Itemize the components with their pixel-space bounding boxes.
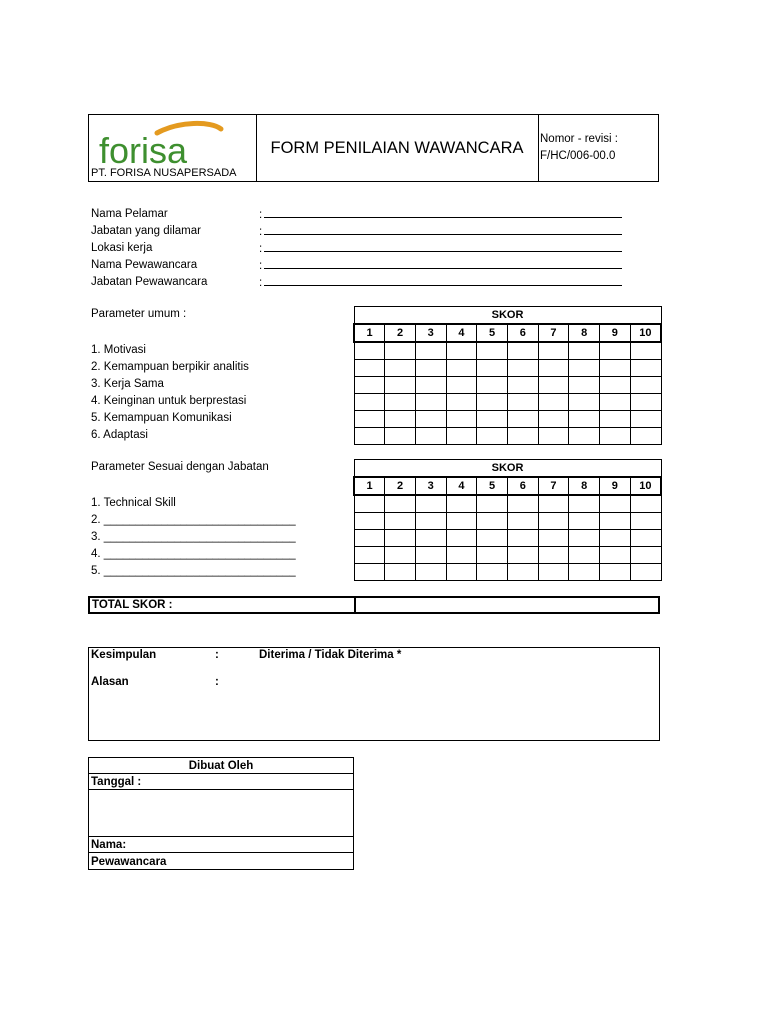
signature-title: Dibuat Oleh: [188, 760, 254, 772]
field-line-nama-pelamar[interactable]: :: [259, 206, 622, 223]
score-cell[interactable]: [385, 530, 416, 547]
score-column-number: 3: [415, 477, 446, 495]
score-cell[interactable]: [538, 547, 569, 564]
score-cell[interactable]: [538, 377, 569, 394]
score-column-number: 8: [569, 477, 600, 495]
field-label-lokasi-kerja: Lokasi kerja: [91, 242, 153, 254]
signature-area[interactable]: [89, 790, 353, 837]
score-cell[interactable]: [415, 513, 446, 530]
score-cell[interactable]: [569, 564, 600, 581]
score-cell[interactable]: [415, 530, 446, 547]
score-cell[interactable]: [600, 513, 631, 530]
score-cell[interactable]: [507, 394, 538, 411]
score-cell[interactable]: [569, 530, 600, 547]
score-cell[interactable]: [477, 530, 508, 547]
score-cell[interactable]: [415, 495, 446, 513]
score-cell[interactable]: [385, 564, 416, 581]
general-param-item: 1. Motivasi: [91, 344, 146, 356]
logo-cell: [89, 115, 257, 181]
conclusion-value[interactable]: Diterima / Tidak Diterima *: [259, 649, 402, 661]
score-cell[interactable]: [354, 360, 385, 377]
score-cell[interactable]: [600, 360, 631, 377]
job-param-item: 1. Technical Skill: [91, 497, 176, 509]
score-cell[interactable]: [446, 411, 477, 428]
score-cell[interactable]: [446, 495, 477, 513]
score-cell[interactable]: [507, 530, 538, 547]
score-cell[interactable]: [477, 564, 508, 581]
score-cell[interactable]: [538, 394, 569, 411]
forisa-logo: [99, 119, 239, 169]
score-cell[interactable]: [446, 342, 477, 360]
score-column-number: 2: [385, 477, 416, 495]
score-cell[interactable]: [415, 342, 446, 360]
score-cell[interactable]: [600, 411, 631, 428]
score-cell[interactable]: [630, 394, 661, 411]
score-column-number: 9: [600, 477, 631, 495]
conclusion-label: Kesimpulan: [91, 649, 157, 661]
score-cell[interactable]: [446, 360, 477, 377]
score-cell[interactable]: [538, 342, 569, 360]
score-cell[interactable]: [569, 411, 600, 428]
score-cell[interactable]: [446, 428, 477, 445]
score-cell[interactable]: [415, 411, 446, 428]
score-cell[interactable]: [415, 547, 446, 564]
score-cell[interactable]: [415, 564, 446, 581]
field-label-jabatan-dilamar: Jabatan yang dilamar: [91, 225, 201, 237]
score-column-number: 10: [630, 477, 661, 495]
score-cell[interactable]: [477, 342, 508, 360]
company-name: PT. FORISA NUSAPERSADA: [91, 167, 237, 179]
general-params-heading: Parameter umum :: [91, 308, 187, 320]
score-cell[interactable]: [415, 428, 446, 445]
score-cell[interactable]: [630, 547, 661, 564]
score-cell[interactable]: [446, 513, 477, 530]
score-cell[interactable]: [507, 342, 538, 360]
total-score-label: TOTAL SKOR :: [92, 599, 173, 611]
logo-text: forisa: [99, 130, 188, 169]
score-cell[interactable]: [600, 547, 631, 564]
score-cell[interactable]: [630, 377, 661, 394]
score-cell[interactable]: [600, 342, 631, 360]
general-param-item: 3. Kerja Sama: [91, 378, 164, 390]
score-cell[interactable]: [385, 513, 416, 530]
job-score-grid: [353, 459, 662, 581]
score-header: SKOR: [354, 460, 661, 478]
score-cell[interactable]: [630, 411, 661, 428]
score-cell[interactable]: [354, 342, 385, 360]
field-label-jabatan-pewawancara: Jabatan Pewawancara: [91, 276, 208, 288]
reason-sep: :: [215, 676, 219, 688]
score-cell[interactable]: [354, 564, 385, 581]
score-cell[interactable]: [600, 564, 631, 581]
field-line-jabatan-dilamar[interactable]: :: [259, 223, 622, 240]
score-cell[interactable]: [354, 495, 385, 513]
score-column-number: 7: [538, 324, 569, 342]
score-cell[interactable]: [538, 564, 569, 581]
score-cell[interactable]: [507, 428, 538, 445]
score-cell[interactable]: [477, 411, 508, 428]
total-score-row: [88, 596, 660, 614]
score-cell[interactable]: [477, 360, 508, 377]
score-cell[interactable]: [385, 377, 416, 394]
score-cell[interactable]: [477, 428, 508, 445]
score-cell[interactable]: [630, 342, 661, 360]
score-cell[interactable]: [569, 513, 600, 530]
score-cell[interactable]: [538, 360, 569, 377]
score-cell[interactable]: [354, 411, 385, 428]
score-cell[interactable]: [630, 513, 661, 530]
score-cell[interactable]: [507, 411, 538, 428]
score-cell[interactable]: [630, 495, 661, 513]
revision-label: Nomor - revisi :: [540, 133, 618, 145]
signature-date-label: Tanggal :: [91, 776, 142, 788]
field-line-jabatan-pewawancara[interactable]: :: [259, 274, 622, 291]
field-line-nama-pewawancara[interactable]: :: [259, 257, 622, 274]
score-cell[interactable]: [630, 428, 661, 445]
score-cell[interactable]: [446, 564, 477, 581]
score-cell[interactable]: [415, 377, 446, 394]
score-cell[interactable]: [354, 513, 385, 530]
revision-cell: [538, 115, 658, 181]
score-column-number: 10: [630, 324, 661, 342]
score-column-number: 6: [507, 324, 538, 342]
revision-value: F/HC/006-00.0: [540, 150, 616, 162]
score-cell[interactable]: [538, 428, 569, 445]
score-cell[interactable]: [415, 394, 446, 411]
score-cell[interactable]: [538, 495, 569, 513]
score-cell[interactable]: [600, 530, 631, 547]
score-cell[interactable]: [354, 530, 385, 547]
score-cell[interactable]: [507, 495, 538, 513]
job-param-item[interactable]: 5. ______________________________: [91, 565, 296, 577]
score-cell[interactable]: [446, 394, 477, 411]
signature-name-label: Nama:: [91, 839, 127, 851]
score-cell[interactable]: [385, 394, 416, 411]
page-title: FORM PENILAIAN WAWANCARA: [256, 115, 539, 181]
score-cell[interactable]: [385, 342, 416, 360]
signature-name-row[interactable]: [89, 837, 353, 853]
score-cell[interactable]: [507, 360, 538, 377]
score-column-number: 1: [354, 324, 385, 342]
score-cell[interactable]: [600, 377, 631, 394]
score-column-number: 6: [507, 477, 538, 495]
reason-label: Alasan: [91, 676, 129, 688]
score-cell[interactable]: [507, 547, 538, 564]
score-cell[interactable]: [477, 394, 508, 411]
score-cell[interactable]: [446, 377, 477, 394]
score-cell[interactable]: [569, 428, 600, 445]
score-cell[interactable]: [354, 428, 385, 445]
score-cell[interactable]: [630, 564, 661, 581]
signature-title-row: [89, 758, 353, 774]
score-header: SKOR: [354, 307, 661, 325]
score-cell[interactable]: [385, 411, 416, 428]
general-score-grid: [353, 306, 662, 445]
score-cell[interactable]: [538, 530, 569, 547]
general-param-item: 4. Keinginan untuk berprestasi: [91, 395, 247, 407]
score-cell[interactable]: [385, 495, 416, 513]
score-column-number: 5: [477, 477, 508, 495]
score-cell[interactable]: [385, 360, 416, 377]
score-cell[interactable]: [600, 495, 631, 513]
score-cell[interactable]: [569, 360, 600, 377]
score-cell[interactable]: [446, 530, 477, 547]
conclusion-box: [88, 647, 660, 741]
score-cell[interactable]: [538, 411, 569, 428]
score-cell[interactable]: [569, 547, 600, 564]
job-param-item[interactable]: 3. ______________________________: [91, 531, 296, 543]
score-cell[interactable]: [600, 394, 631, 411]
score-cell[interactable]: [630, 530, 661, 547]
score-column-number: 7: [538, 477, 569, 495]
general-param-item: 6. Adaptasi: [91, 429, 148, 441]
general-param-item: 5. Kemampuan Komunikasi: [91, 412, 232, 424]
signature-date-row[interactable]: [89, 774, 353, 790]
score-cell[interactable]: [569, 495, 600, 513]
score-column-number: 4: [446, 477, 477, 495]
score-cell[interactable]: [354, 547, 385, 564]
score-column-number: 1: [354, 477, 385, 495]
score-cell[interactable]: [569, 342, 600, 360]
score-cell[interactable]: [569, 377, 600, 394]
score-cell[interactable]: [477, 547, 508, 564]
score-cell[interactable]: [446, 547, 477, 564]
score-cell[interactable]: [507, 513, 538, 530]
score-column-number: 2: [385, 324, 416, 342]
score-cell[interactable]: [385, 547, 416, 564]
field-label-nama-pewawancara: Nama Pewawancara: [91, 259, 198, 271]
score-cell[interactable]: [538, 513, 569, 530]
score-cell[interactable]: [415, 360, 446, 377]
signature-role-row: [89, 853, 353, 869]
form-header: [88, 114, 659, 182]
general-param-item: 2. Kemampuan berpikir analitis: [91, 361, 249, 373]
score-cell[interactable]: [354, 377, 385, 394]
score-cell[interactable]: [477, 513, 508, 530]
score-cell[interactable]: [385, 428, 416, 445]
conclusion-sep: :: [215, 649, 219, 661]
score-column-number: 9: [600, 324, 631, 342]
score-column-number: 3: [415, 324, 446, 342]
score-cell[interactable]: [507, 564, 538, 581]
job-param-item[interactable]: 4. ______________________________: [91, 548, 296, 560]
score-cell[interactable]: [354, 394, 385, 411]
field-label-nama-pelamar: Nama Pelamar: [91, 208, 168, 220]
score-cell[interactable]: [477, 377, 508, 394]
score-cell[interactable]: [477, 495, 508, 513]
score-cell[interactable]: [600, 428, 631, 445]
score-cell[interactable]: [569, 394, 600, 411]
signature-role: Pewawancara: [91, 856, 167, 868]
field-line-lokasi-kerja[interactable]: :: [259, 240, 622, 257]
score-column-number: 5: [477, 324, 508, 342]
job-param-item[interactable]: 2. ______________________________: [91, 514, 296, 526]
score-column-number: 4: [446, 324, 477, 342]
job-params-heading: Parameter Sesuai dengan Jabatan: [91, 461, 269, 473]
score-column-number: 8: [569, 324, 600, 342]
score-cell[interactable]: [507, 377, 538, 394]
signature-box: [88, 757, 354, 870]
score-cell[interactable]: [630, 360, 661, 377]
